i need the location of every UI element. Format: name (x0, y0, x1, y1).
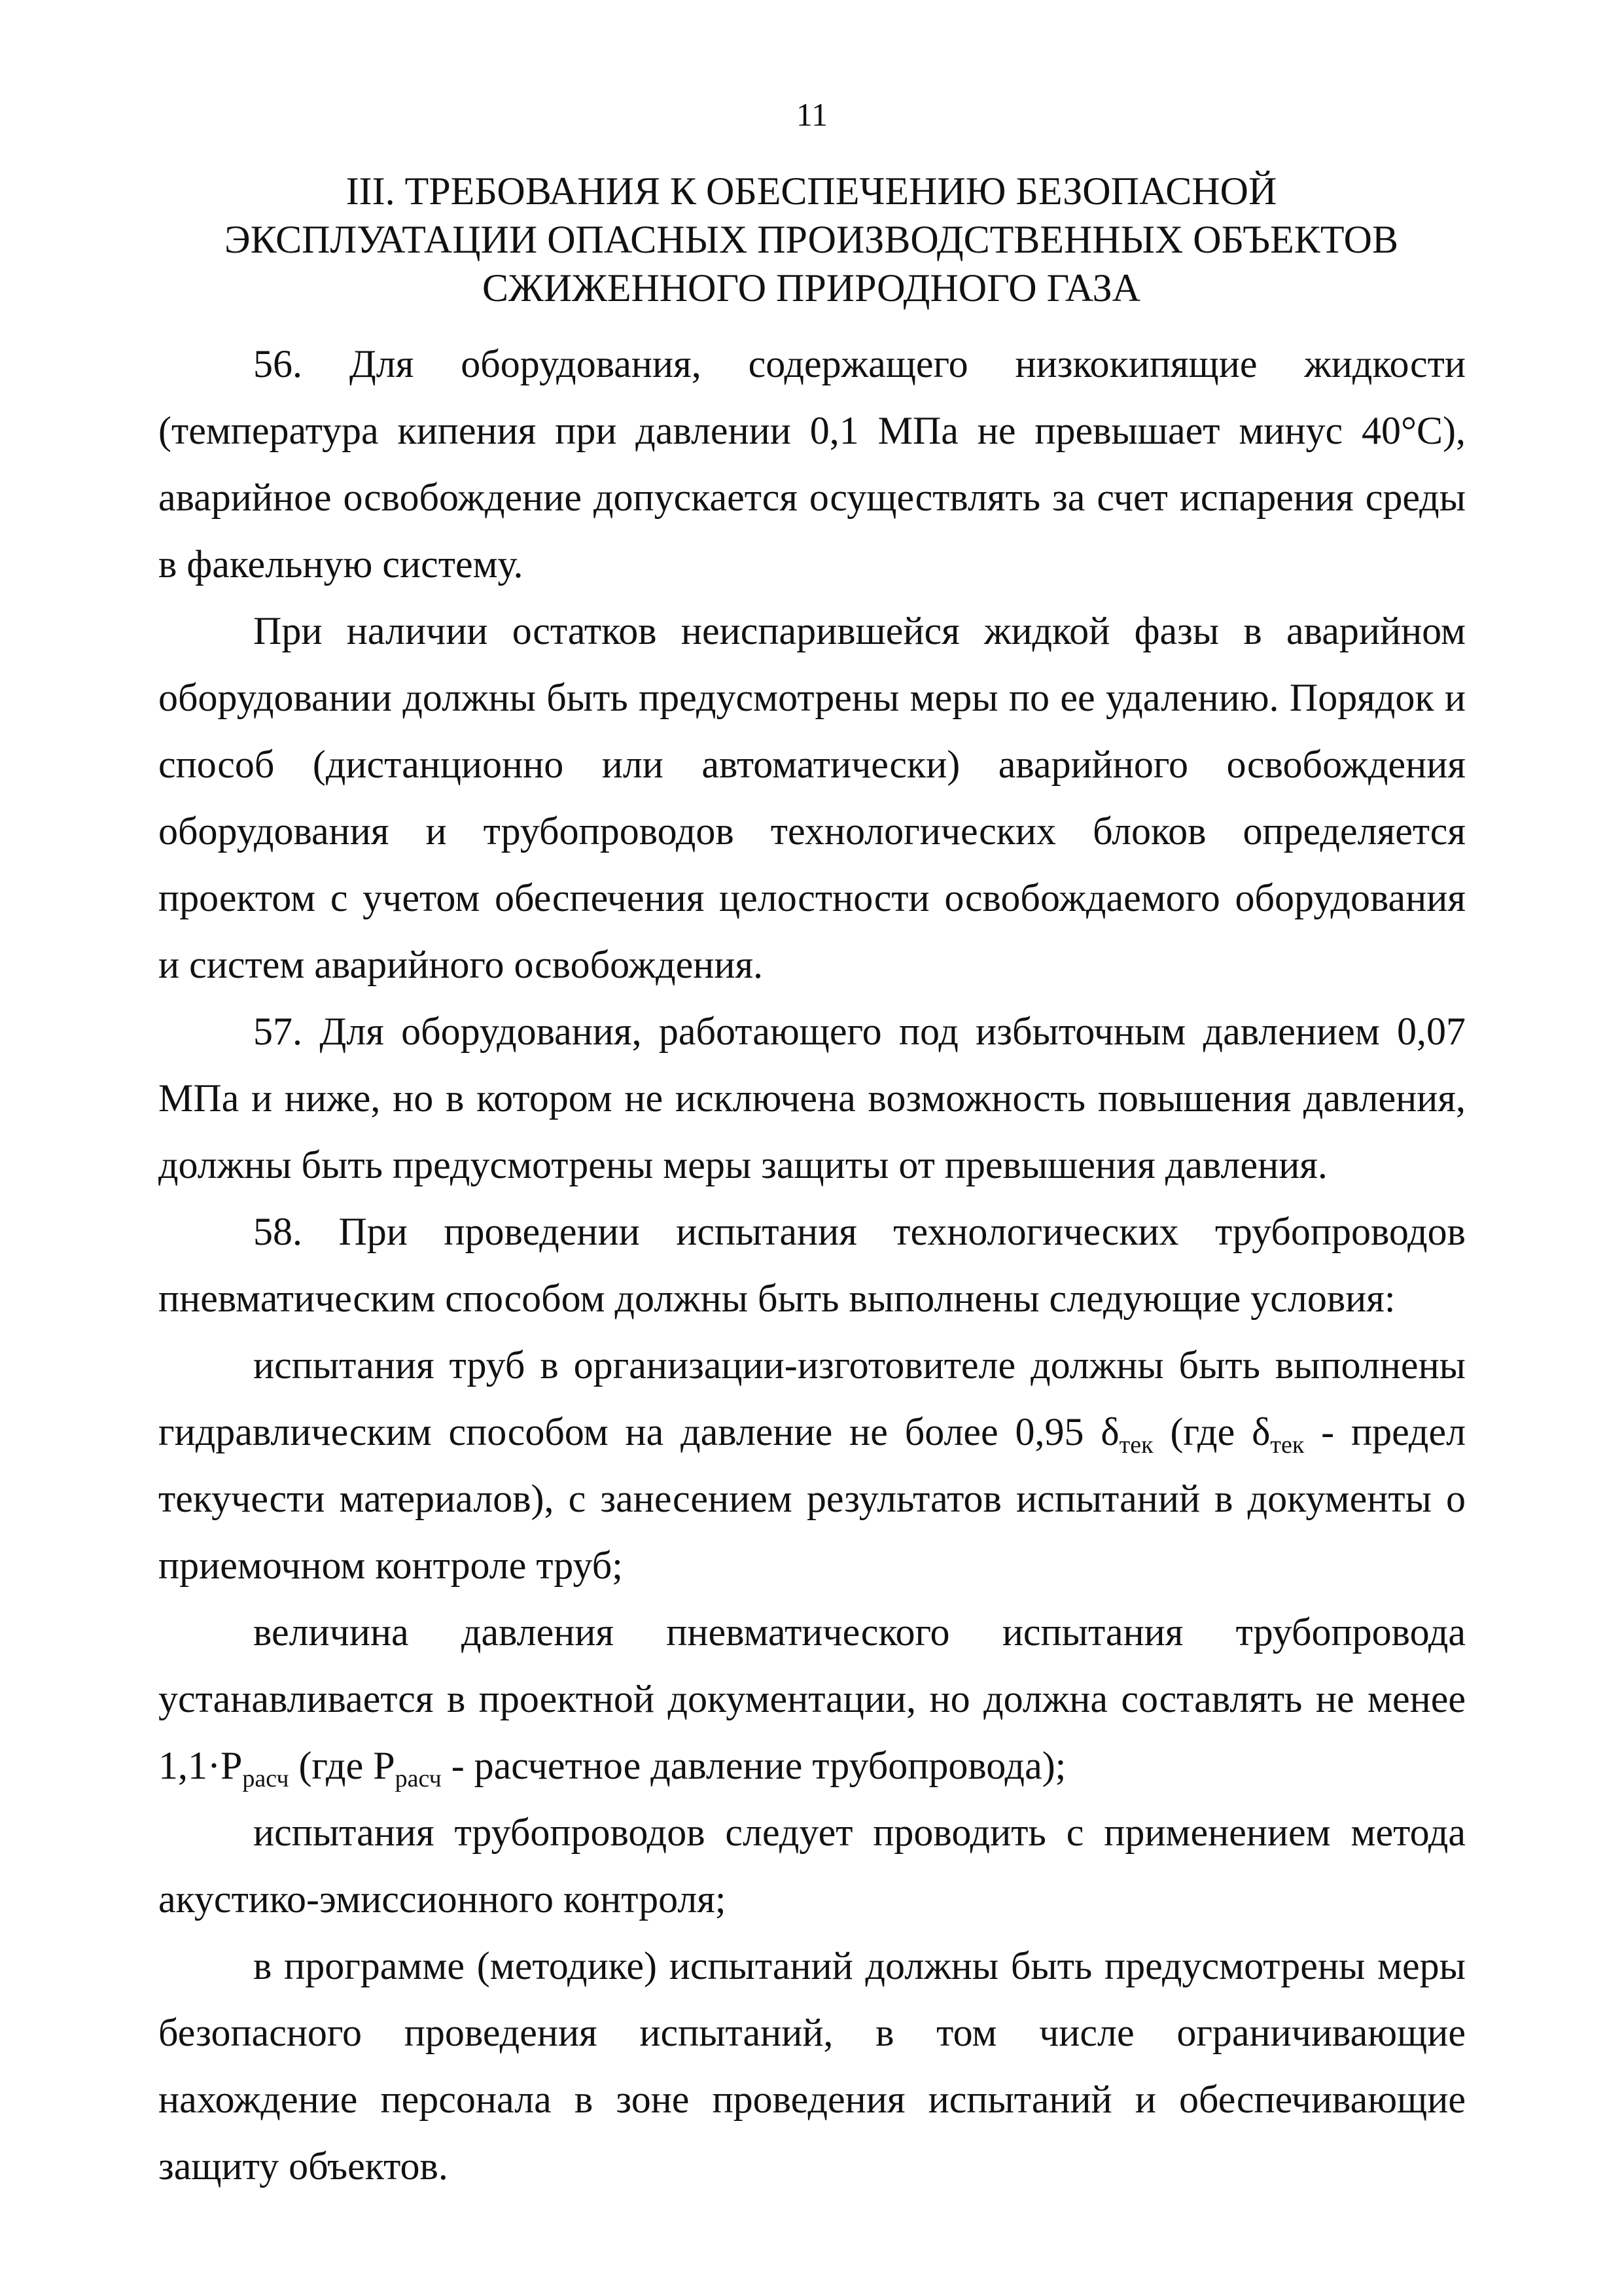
heading-line-3: СЖИЖЕННОГО ПРИРОДНОГО ГАЗА (482, 266, 1140, 310)
condition-item-pressure-value (158, 1599, 1466, 1799)
page-number: 11 (796, 96, 828, 133)
section-heading (196, 167, 1426, 312)
subscript: тек (1119, 1431, 1154, 1459)
condition-item-text: величина давления пневматического испытания трубопровода устанавливается в проектной документации, но должна составлять не менее 1,1·P (158, 1610, 1466, 1787)
paragraph-58: 58. При проведении испытания технологических трубопроводов пневматическим способом должны быть выполнены следующие условия: (158, 1210, 1466, 1320)
paragraph-57: 57. Для оборудования, работающего под избыточным давлением 0,07 МПа и ниже, но в котором не исключена возможность повышения давления, должны быть предусмотрены меры защиты от превышения давления. (158, 1010, 1466, 1186)
heading-line-2: ЭКСПЛУАТАЦИИ ОПАСНЫХ ПРОИЗВОДСТВЕННЫХ ОБЪЕКТОВ (224, 218, 1399, 261)
paragraph-56: 56. Для оборудования, содержащего низкокипящие жидкости (температура кипения при давлении 0,1 МПа не превышает минус 40°С), аварийное освобождение допускается осуществлять за счет испарения среды в факельную систему. (158, 342, 1466, 586)
subscript: тек (1270, 1431, 1305, 1459)
heading-line-1: III. ТРЕБОВАНИЯ К ОБЕСПЕЧЕНИЮ БЕЗОПАСНОЙ (345, 169, 1277, 213)
document-body (158, 330, 1466, 2199)
condition-item-pipe-testing (158, 1332, 1466, 1599)
condition-item-acoustic-emission: испытания трубопроводов следует проводить с применением метода акустико-эмиссионного контроля; (158, 1811, 1466, 1921)
paragraph-56-continued: При наличии остатков неиспарившейся жидкой фазы в аварийном оборудовании должны быть предусмотрены меры по ее удалению. Порядок и способ (дистанционно или автоматически) аварийного освобождения оборудования и трубопроводов технологических блоков определяется проектом с учетом обеспечения целостности освобождаемого оборудования и систем аварийного освобождения. (158, 609, 1466, 986)
condition-item-text: (где δ (1153, 1410, 1271, 1453)
condition-item-text: - расчетное давление трубопровода); (441, 1744, 1067, 1787)
condition-item-safety-program: в программе (методике) испытаний должны быть предусмотрены меры безопасного проведения испытаний, в том числе ограничивающие нахождение персонала в зоне проведения испытаний и обеспечивающие защиту объектов. (158, 1944, 1466, 2188)
condition-item-text: - предел текучести материалов), с занесением результатов испытаний в документы о приемочном контроле труб; (158, 1410, 1466, 1587)
subscript: расч (242, 1765, 289, 1792)
subscript: расч (395, 1765, 442, 1792)
condition-item-text: (где P (289, 1744, 395, 1787)
condition-item-text: испытания труб в организации-изготовителе должны быть выполнены гидравлическим способом на давление не более 0,95 δ (158, 1343, 1466, 1453)
